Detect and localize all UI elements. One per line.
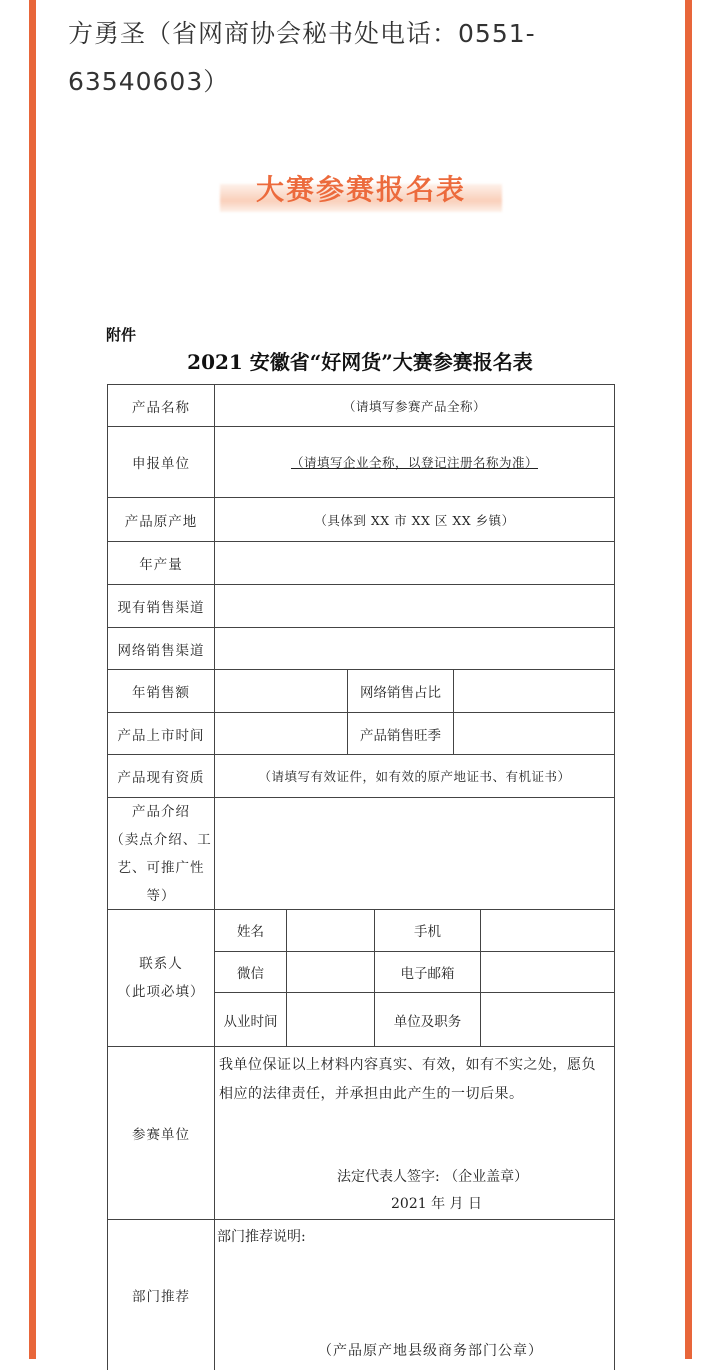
label-peak-season: 产品销售旺季 — [348, 713, 454, 754]
label-contact-person — [108, 910, 215, 1046]
label-intro — [108, 798, 215, 909]
contact-row-2 — [215, 952, 615, 994]
field-online-channels[interactable] — [215, 628, 615, 669]
form-title: 2021 安徽省“好网货”大赛参赛报名表 — [187, 350, 533, 374]
label-years: 从业时间 — [215, 993, 287, 1046]
label-wechat: 微信 — [215, 952, 287, 993]
row-participant — [108, 1047, 615, 1220]
label-online-share: 网络销售占比 — [348, 670, 454, 712]
field-peak-season[interactable] — [454, 713, 615, 754]
contact-label-line2: （此项必填） — [117, 984, 205, 1000]
applicant-hint: （请填写企业全称，以登记注册名称为准） — [290, 455, 538, 470]
label-recommendation: 部门推荐 — [108, 1220, 215, 1370]
left-border-bar — [29, 0, 36, 1359]
banner-title — [220, 160, 502, 216]
field-email[interactable] — [481, 952, 615, 993]
field-product-name[interactable]: （请填写参赛产品全称） — [215, 385, 615, 426]
field-existing-channels[interactable] — [215, 585, 615, 627]
contact-row-3 — [215, 993, 615, 1046]
row-recommendation — [108, 1220, 615, 1370]
row-origin — [108, 498, 615, 542]
label-phone: 手机 — [375, 910, 481, 951]
label-name: 姓名 — [215, 910, 287, 951]
row-annual-output — [108, 542, 615, 585]
row-product-name — [108, 385, 615, 427]
field-applicant[interactable] — [215, 427, 615, 497]
field-online-share[interactable] — [454, 670, 615, 712]
registration-form-table — [107, 384, 615, 1370]
row-applicant — [108, 427, 615, 498]
label-intro-line1: 产品介绍 — [132, 803, 190, 820]
label-email: 电子邮箱 — [375, 952, 481, 993]
attachment-label: 附件 — [106, 326, 137, 344]
contact-line: 方勇圣（省网商协会秘书处电话：0551-63540603） — [68, 19, 536, 96]
field-years[interactable] — [287, 993, 375, 1046]
row-existing-channels — [108, 585, 615, 628]
label-qualifications: 产品现有资质 — [108, 755, 215, 797]
signature-line[interactable]: 法定代表人签字: （企业盖章） — [337, 1169, 529, 1185]
label-intro-line4: 等） — [146, 887, 176, 904]
label-position: 单位及职务 — [375, 993, 481, 1046]
declaration-text: 我单位保证以上材料内容真实、有效，如有不实之处，愿负相应的法律责任，并承担由此产生的一切后果。 — [219, 1057, 596, 1102]
label-origin: 产品原产地 — [108, 498, 215, 541]
banner-title-text: 大赛参赛报名表 — [255, 173, 466, 206]
row-qualifications — [108, 755, 615, 798]
field-annual-sales[interactable] — [215, 670, 348, 712]
row-intro — [108, 798, 615, 910]
participant-declaration-cell — [215, 1047, 615, 1219]
recommendation-description: 部门推荐说明: — [217, 1229, 306, 1245]
label-participant: 参赛单位 — [108, 1047, 215, 1219]
date-line[interactable]: 2021 年 月 日 — [391, 1196, 482, 1212]
label-applicant: 申报单位 — [108, 427, 215, 497]
field-phone[interactable] — [481, 910, 615, 951]
label-intro-line2: （卖点介绍、工 — [110, 831, 212, 848]
right-border-bar — [685, 0, 692, 1359]
label-intro-line3: 艺、可推广性 — [117, 859, 205, 876]
contact-row-1 — [215, 910, 615, 952]
label-annual-sales: 年销售额 — [108, 670, 215, 712]
field-name[interactable] — [287, 910, 375, 951]
field-annual-output[interactable] — [215, 542, 615, 584]
field-intro[interactable] — [215, 798, 615, 909]
contact-label-line1: 联系人 — [139, 956, 183, 972]
recommendation-cell[interactable] — [215, 1220, 615, 1370]
row-online-channels — [108, 628, 615, 670]
label-product-name: 产品名称 — [108, 385, 215, 426]
field-qualifications[interactable]: （请填写有效证件，如有效的原产地证书、有机证书） — [215, 755, 615, 797]
field-position[interactable] — [481, 993, 615, 1046]
label-existing-channels: 现有销售渠道 — [108, 585, 215, 627]
row-annual-sales — [108, 670, 615, 713]
label-online-channels: 网络销售渠道 — [108, 628, 215, 669]
label-annual-output: 年产量 — [108, 542, 215, 584]
label-launch-time: 产品上市时间 — [108, 713, 215, 754]
article-page — [36, 0, 685, 1359]
row-launch-time — [108, 713, 615, 755]
field-wechat[interactable] — [287, 952, 375, 993]
row-contact-person — [108, 910, 615, 1047]
recommendation-seal: （产品原产地县级商务部门公章） — [318, 1343, 543, 1359]
field-origin[interactable]: （具体到 XX 市 XX 区 XX 乡镇） — [215, 498, 615, 541]
contact-grid — [215, 910, 615, 1046]
field-launch-time[interactable] — [215, 713, 348, 754]
